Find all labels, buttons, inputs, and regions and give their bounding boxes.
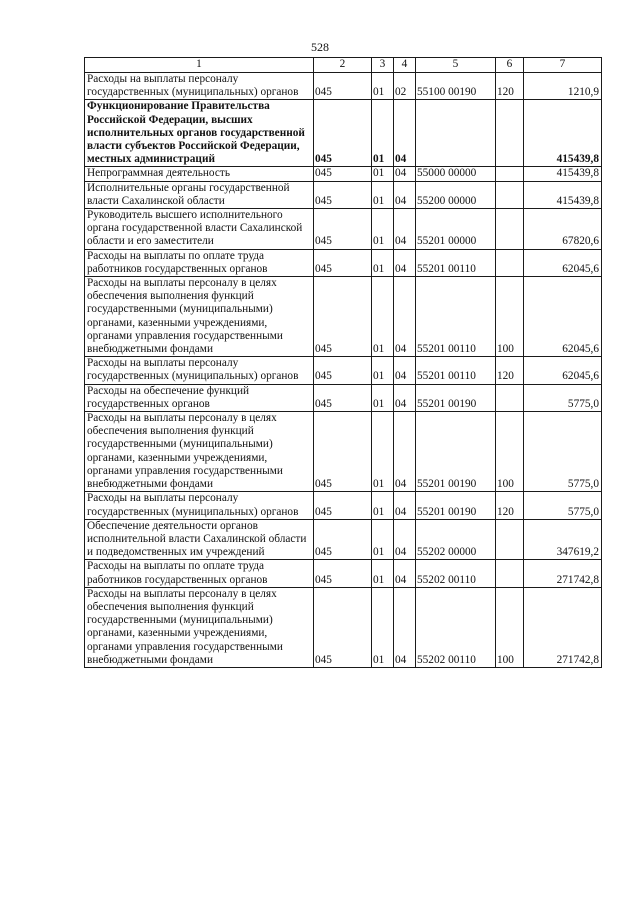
row-target-article-code: 55202 00110: [416, 560, 496, 587]
row-subsection-code: 04: [394, 492, 416, 519]
row-ministry-code: 045: [314, 249, 372, 276]
row-subsection-code: 02: [394, 73, 416, 100]
row-amount: 415439,8: [524, 100, 602, 167]
row-description: Расходы на выплаты персоналу в целях обеспечения выполнения функций государственными (муниципальными) органами, казенными учреждениями, органами управления государственными внебюджетными фондами: [85, 412, 314, 492]
row-amount: 62045,6: [524, 357, 602, 384]
row-expense-type-code: [496, 519, 524, 560]
row-description: Расходы на выплаты персоналу государственных (муниципальных) органов: [85, 492, 314, 519]
budget-table-body: [85, 58, 602, 668]
row-subsection-code: 04: [394, 519, 416, 560]
row-subsection-code: 04: [394, 167, 416, 181]
row-section-code: 01: [372, 357, 394, 384]
row-subsection-code: 04: [394, 277, 416, 357]
row-subsection-code: 04: [394, 249, 416, 276]
budget-table: [84, 57, 602, 668]
row-description: Функционирование Правительства Российской Федерации, высших исполнительных органов государственной власти субъектов Российской Федерации, местных администраций: [85, 100, 314, 167]
table-row: [85, 277, 602, 357]
row-subsection-code: 04: [394, 560, 416, 587]
row-subsection-code: 04: [394, 587, 416, 667]
row-subsection-code: 04: [394, 357, 416, 384]
table-row: [85, 519, 602, 560]
row-expense-type-code: [496, 560, 524, 587]
row-description: Расходы на выплаты по оплате труда работников государственных органов: [85, 249, 314, 276]
column-header: 5: [416, 58, 496, 73]
row-ministry-code: 045: [314, 277, 372, 357]
table-row: [85, 384, 602, 411]
row-target-article-code: 55202 00110: [416, 587, 496, 667]
page-number: 528: [311, 40, 329, 54]
row-subsection-code: 04: [394, 181, 416, 208]
row-expense-type-code: 120: [496, 73, 524, 100]
row-section-code: 01: [372, 100, 394, 167]
row-expense-type-code: [496, 100, 524, 167]
column-header: 2: [314, 58, 372, 73]
column-header: 4: [394, 58, 416, 73]
column-header: 3: [372, 58, 394, 73]
row-ministry-code: 045: [314, 181, 372, 208]
row-target-article-code: 55201 00190: [416, 492, 496, 519]
row-ministry-code: 045: [314, 587, 372, 667]
table-row: [85, 209, 602, 250]
row-description: Обеспечение деятельности органов исполнительной власти Сахалинской области и подведомственных им учреждений: [85, 519, 314, 560]
table-row: [85, 412, 602, 492]
row-expense-type-code: 100: [496, 412, 524, 492]
column-header: 6: [496, 58, 524, 73]
row-ministry-code: 045: [314, 560, 372, 587]
row-description: Непрограммная деятельность: [85, 167, 314, 181]
table-row: [85, 73, 602, 100]
row-expense-type-code: [496, 249, 524, 276]
row-description: Расходы на выплаты персоналу в целях обеспечения выполнения функций государственными (муниципальными) органами, казенными учреждениями, органами управления государственными внебюджетными фондами: [85, 587, 314, 667]
row-description: Расходы на выплаты персоналу в целях обеспечения выполнения функций государственными (муниципальными) органами, казенными учреждениями, органами управления государственными внебюджетными фондами: [85, 277, 314, 357]
row-section-code: 01: [372, 587, 394, 667]
table-row: [85, 492, 602, 519]
row-target-article-code: 55200 00000: [416, 181, 496, 208]
row-expense-type-code: [496, 209, 524, 250]
table-row: [85, 100, 602, 167]
row-amount: 62045,6: [524, 277, 602, 357]
row-ministry-code: 045: [314, 100, 372, 167]
row-description: Расходы на выплаты по оплате труда работников государственных органов: [85, 560, 314, 587]
row-expense-type-code: 100: [496, 277, 524, 357]
row-section-code: 01: [372, 412, 394, 492]
row-expense-type-code: [496, 167, 524, 181]
row-expense-type-code: 100: [496, 587, 524, 667]
row-amount: 5775,0: [524, 384, 602, 411]
table-row: [85, 249, 602, 276]
column-header: 1: [85, 58, 314, 73]
row-target-article-code: 55000 00000: [416, 167, 496, 181]
row-ministry-code: 045: [314, 412, 372, 492]
row-ministry-code: 045: [314, 357, 372, 384]
row-expense-type-code: 120: [496, 357, 524, 384]
row-description: Расходы на обеспечение функций государственных органов: [85, 384, 314, 411]
row-section-code: 01: [372, 492, 394, 519]
row-expense-type-code: [496, 181, 524, 208]
column-header: 7: [524, 58, 602, 73]
row-amount: 271742,8: [524, 587, 602, 667]
row-target-article-code: 55201 00190: [416, 384, 496, 411]
row-target-article-code: 55201 00110: [416, 249, 496, 276]
row-ministry-code: 045: [314, 384, 372, 411]
table-row: [85, 587, 602, 667]
row-section-code: 01: [372, 167, 394, 181]
row-ministry-code: 045: [314, 519, 372, 560]
row-target-article-code: 55201 00110: [416, 277, 496, 357]
row-expense-type-code: [496, 384, 524, 411]
row-amount: 347619,2: [524, 519, 602, 560]
row-subsection-code: 04: [394, 209, 416, 250]
table-row: [85, 560, 602, 587]
row-amount: 1210,9: [524, 73, 602, 100]
row-target-article-code: [416, 100, 496, 167]
row-ministry-code: 045: [314, 167, 372, 181]
row-ministry-code: 045: [314, 492, 372, 519]
row-amount: 5775,0: [524, 412, 602, 492]
row-amount: 271742,8: [524, 560, 602, 587]
row-section-code: 01: [372, 560, 394, 587]
row-section-code: 01: [372, 181, 394, 208]
row-subsection-code: 04: [394, 100, 416, 167]
row-amount: 67820,6: [524, 209, 602, 250]
row-description: Исполнительные органы государственной власти Сахалинской области: [85, 181, 314, 208]
row-section-code: 01: [372, 73, 394, 100]
column-number-row: [85, 58, 602, 73]
row-section-code: 01: [372, 384, 394, 411]
row-target-article-code: 55202 00000: [416, 519, 496, 560]
row-description: Расходы на выплаты персоналу государственных (муниципальных) органов: [85, 357, 314, 384]
row-subsection-code: 04: [394, 384, 416, 411]
table-row: [85, 167, 602, 181]
row-subsection-code: 04: [394, 412, 416, 492]
row-ministry-code: 045: [314, 73, 372, 100]
row-section-code: 01: [372, 249, 394, 276]
row-amount: 5775,0: [524, 492, 602, 519]
row-target-article-code: 55100 00190: [416, 73, 496, 100]
row-section-code: 01: [372, 209, 394, 250]
row-expense-type-code: 120: [496, 492, 524, 519]
table-row: [85, 357, 602, 384]
row-amount: 415439,8: [524, 167, 602, 181]
row-section-code: 01: [372, 277, 394, 357]
row-target-article-code: 55201 00110: [416, 357, 496, 384]
row-target-article-code: 55201 00000: [416, 209, 496, 250]
row-section-code: 01: [372, 519, 394, 560]
row-description: Руководитель высшего исполнительного органа государственной власти Сахалинской области и его заместители: [85, 209, 314, 250]
row-target-article-code: 55201 00190: [416, 412, 496, 492]
row-description: Расходы на выплаты персоналу государственных (муниципальных) органов: [85, 73, 314, 100]
row-amount: 415439,8: [524, 181, 602, 208]
table-row: [85, 181, 602, 208]
row-amount: 62045,6: [524, 249, 602, 276]
row-ministry-code: 045: [314, 209, 372, 250]
